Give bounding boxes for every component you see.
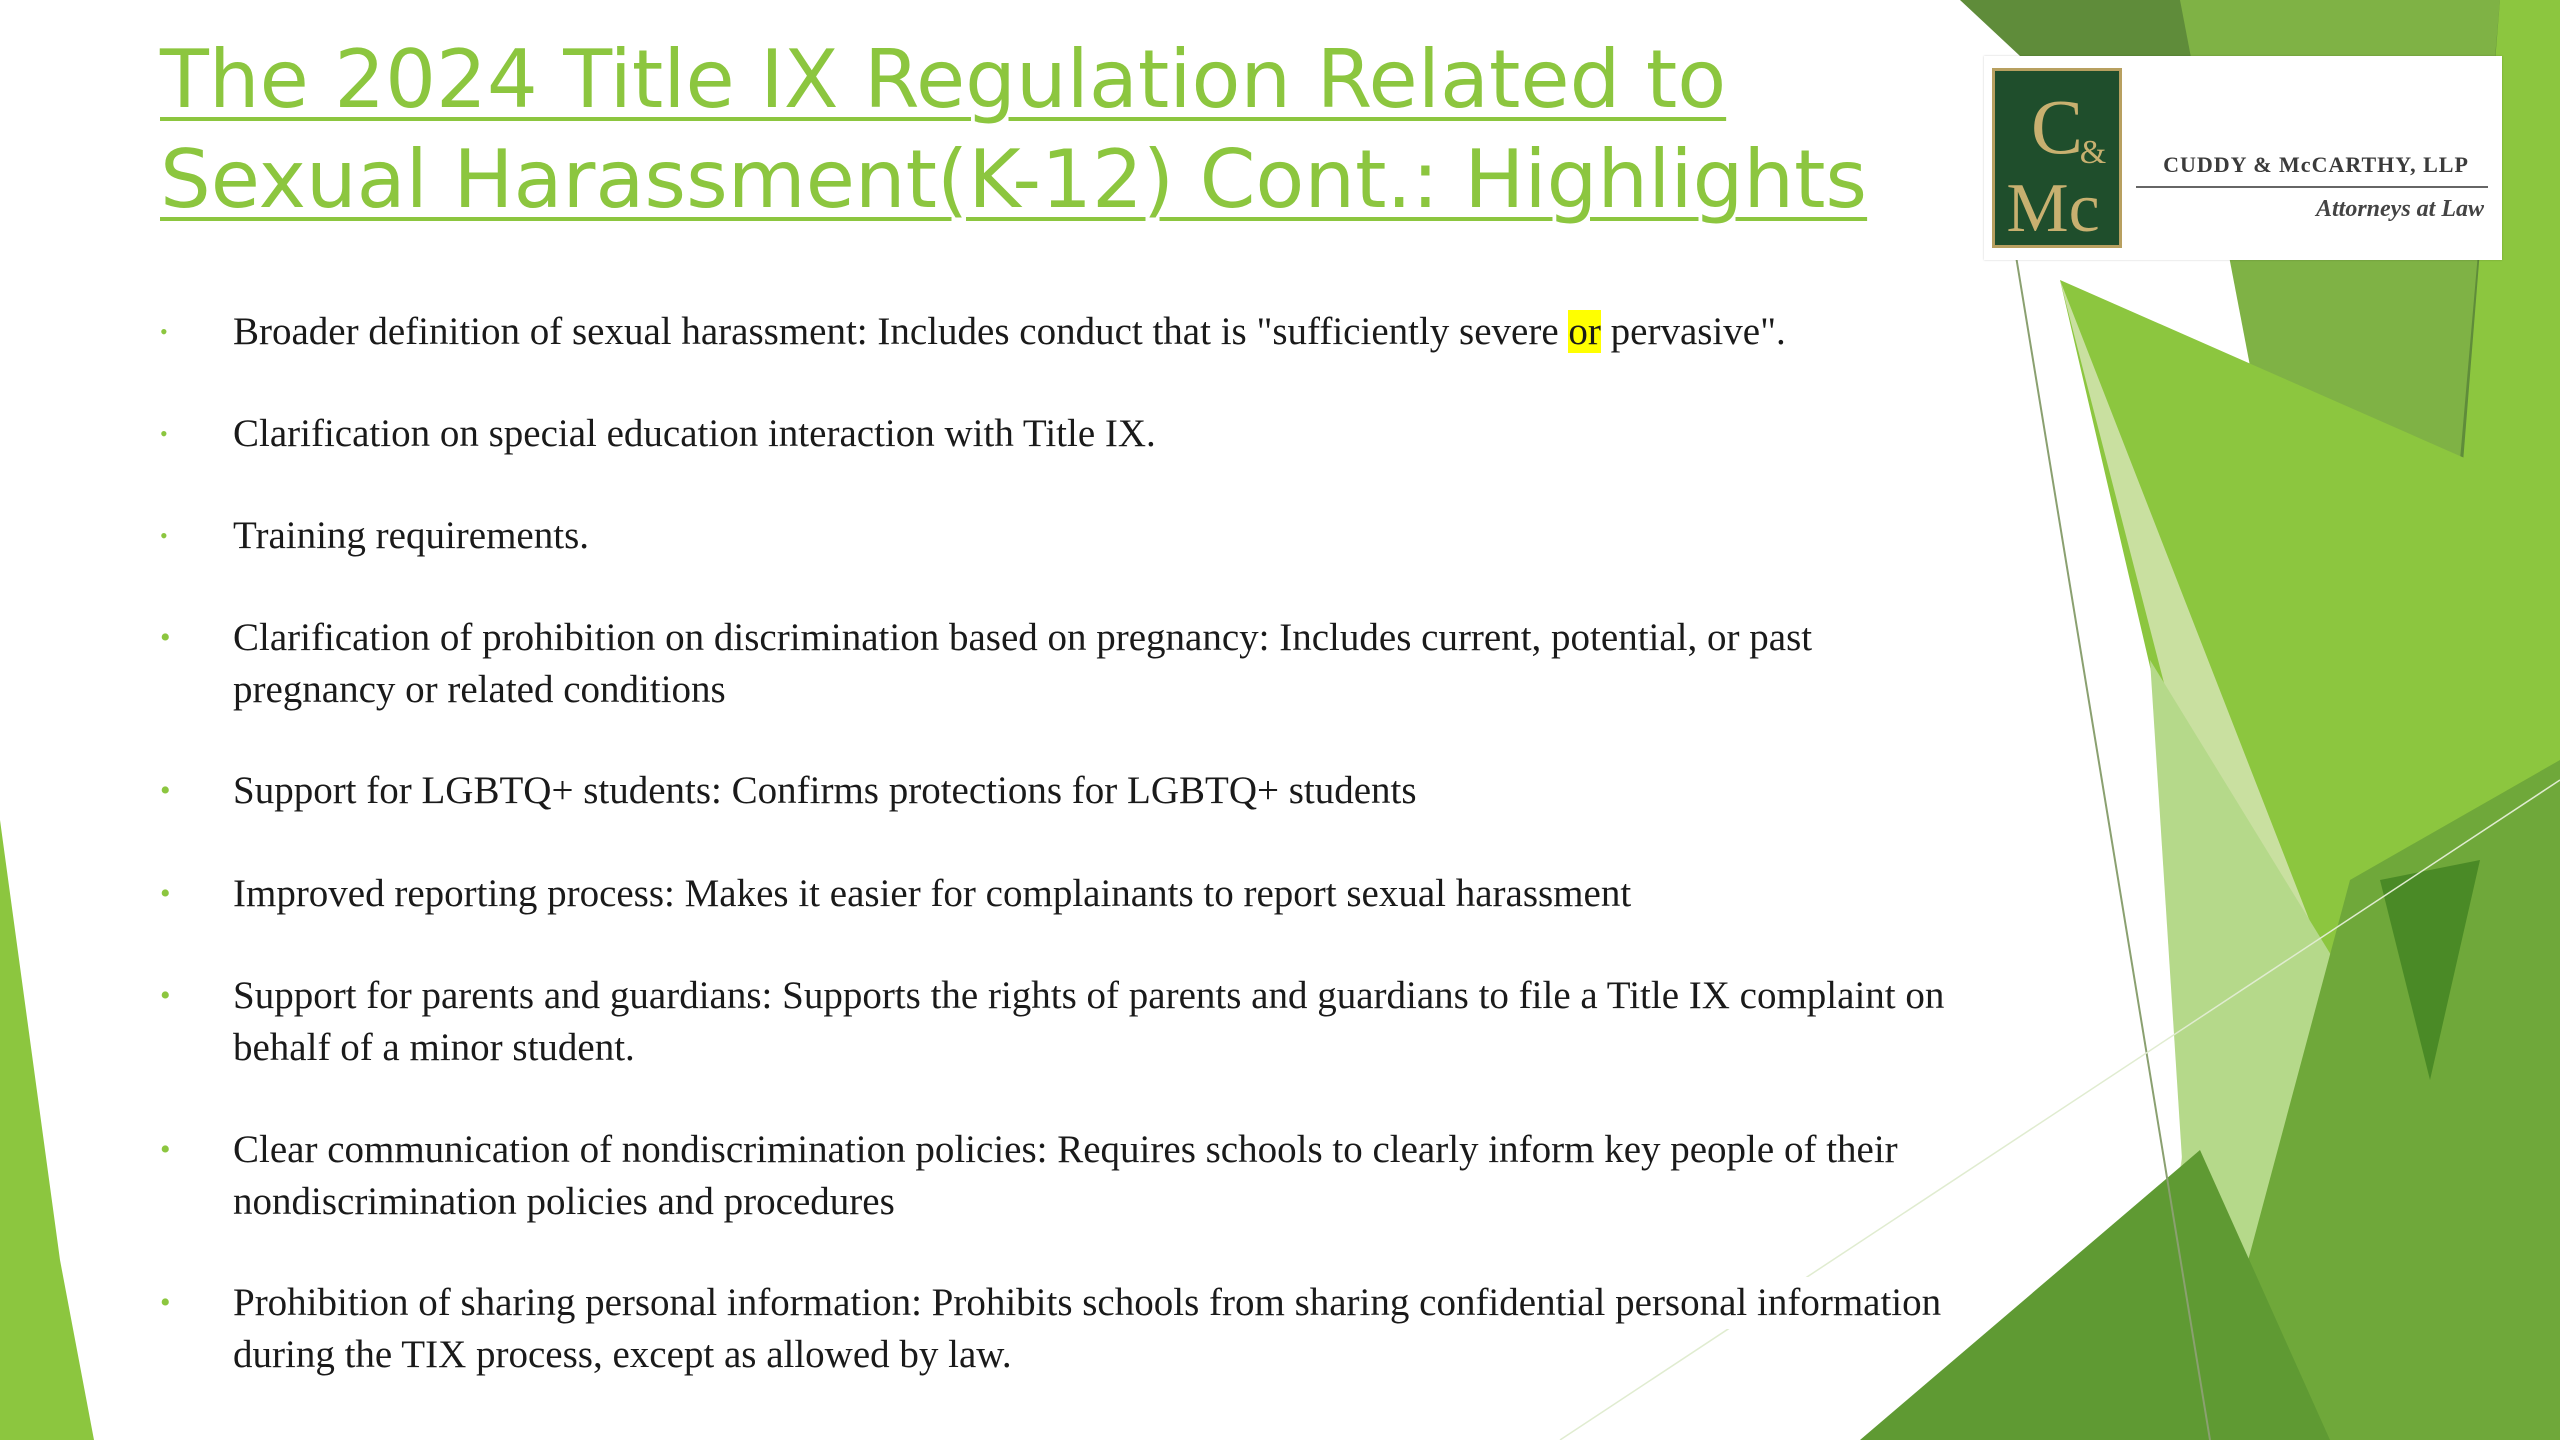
list-item xyxy=(160,612,1812,716)
bullet-text: Support for LGBTQ+ students: Confirms protections for LGBTQ+ students xyxy=(233,769,1417,812)
list-item xyxy=(160,306,1786,358)
bullet-text-post: pervasive". xyxy=(1600,310,1786,353)
bullet-text: Support for parents and guardians: Supports the rights of parents and guardians to file a Title IX complaint on xyxy=(233,970,1944,1022)
bullet-text: Clarification on special education interaction with Title IX. xyxy=(233,412,1156,455)
bullet-icon: • xyxy=(160,319,168,344)
list-item xyxy=(160,868,1631,920)
logo-firm-name: CUDDY & McCARTHY, LLP xyxy=(2163,152,2469,177)
list-item xyxy=(160,1124,1898,1228)
bullet-text-cont: during the TIX process, except as allowed by law. xyxy=(233,1333,1012,1376)
bullet-icon: • xyxy=(160,1133,171,1166)
svg-text:&: & xyxy=(2079,134,2107,171)
title-line-2: Sexual Harassment(K-12) Cont.: Highlights xyxy=(160,133,1868,226)
bullet-icon: • xyxy=(160,523,168,548)
bullet-text: Clear communication of nondiscrimination policies: Requires schools to clearly inform key people of their xyxy=(233,1124,1898,1176)
bullet-icon: • xyxy=(160,774,171,807)
list-item xyxy=(160,510,589,562)
bullet-text-cont: pregnancy or related conditions xyxy=(233,668,726,711)
firm-logo xyxy=(1984,56,2502,260)
bullet-icon: • xyxy=(160,877,171,910)
logo-tagline: Attorneys at Law xyxy=(2315,196,2484,222)
slide-title xyxy=(160,30,1960,230)
bullet-text: Prohibition of sharing personal information: Prohibits schools from sharing confidential personal information xyxy=(233,1277,1941,1329)
bullet-icon: • xyxy=(160,1286,171,1319)
bullet-text-cont: nondiscrimination policies and procedures xyxy=(233,1180,895,1223)
bullet-icon: • xyxy=(160,621,171,654)
bullet-icon: • xyxy=(160,979,171,1012)
bullet-icon: • xyxy=(160,421,168,446)
highlighted-word: or xyxy=(1568,310,1601,353)
list-item xyxy=(160,408,1156,460)
list-item xyxy=(160,765,1417,817)
logo-monogram xyxy=(1992,68,2122,248)
list-item xyxy=(160,1277,1941,1381)
title-line-1: The 2024 Title IX Regulation Related to xyxy=(160,33,1727,126)
bullet-text: Improved reporting process: Makes it easier for complainants to report sexual harassment xyxy=(233,872,1632,915)
bullet-text-cont: behalf of a minor student. xyxy=(233,1026,635,1069)
bullet-text: Training requirements. xyxy=(233,514,590,557)
logo-divider xyxy=(2136,186,2488,188)
list-item xyxy=(160,970,1944,1074)
bullet-text-pre: Broader definition of sexual harassment: Includes conduct that is "sufficiently severe xyxy=(233,310,1569,353)
bullet-text: Clarification of prohibition on discrimination based on pregnancy: Includes current, potential, or past xyxy=(233,616,1813,659)
logo-monogram-text: C xyxy=(2030,83,2084,170)
svg-text:Mc: Mc xyxy=(2006,170,2100,245)
